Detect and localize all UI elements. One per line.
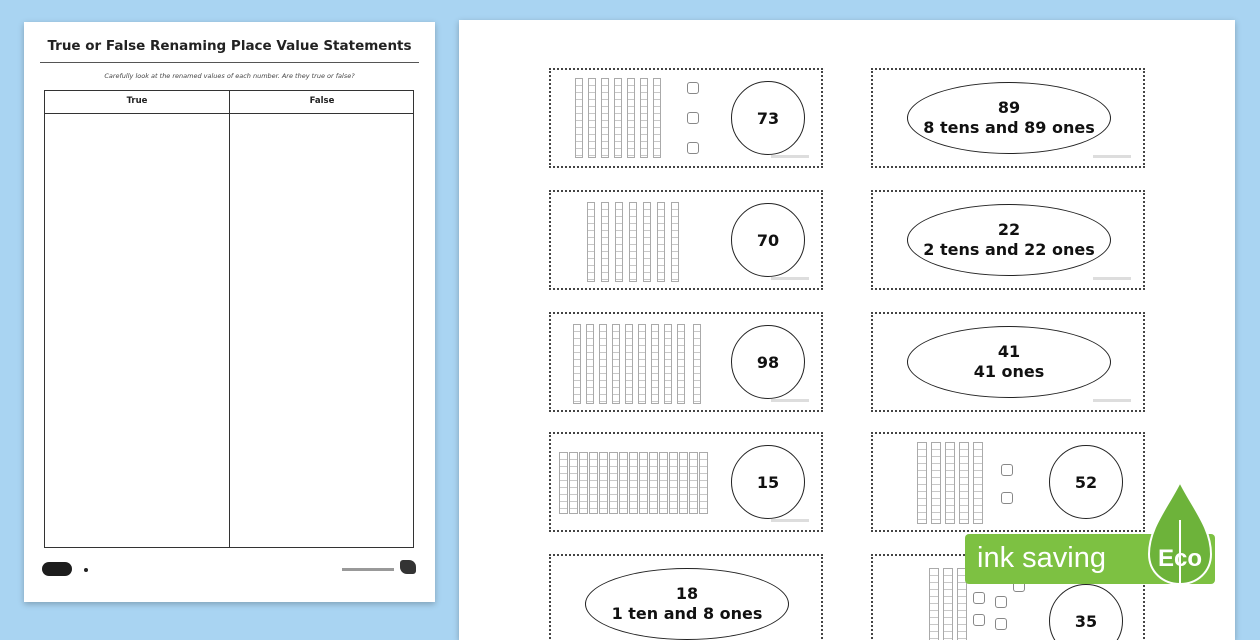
ten-rod (929, 568, 939, 640)
ten-rod (671, 202, 679, 282)
eco-ink-saving-badge (965, 480, 1225, 620)
one-cube (1001, 464, 1013, 476)
ten-rod (917, 442, 927, 524)
ten-rod (588, 78, 596, 158)
ten-rod (657, 202, 665, 282)
title-divider (40, 62, 419, 63)
card-statement-18 (549, 554, 823, 640)
statement-ellipse (585, 568, 789, 640)
ten-rod (599, 324, 607, 404)
ten-rod (689, 452, 698, 514)
ten-rod (931, 442, 941, 524)
number-circle: 15 (731, 445, 805, 519)
ten-rod (625, 324, 633, 404)
ten-rod (639, 452, 648, 514)
card-blocks-73 (549, 68, 823, 168)
ten-rod (559, 452, 568, 514)
statement-number: 18 (675, 584, 699, 603)
ten-rod (640, 78, 648, 158)
statement-renamed: 1 ten and 8 ones (611, 604, 763, 623)
ten-rod (629, 202, 637, 282)
card-statement-89 (871, 68, 1145, 168)
card-url (771, 519, 809, 522)
statement-number: 89 (997, 98, 1021, 117)
ten-rod (651, 324, 659, 404)
card-url (771, 277, 809, 280)
card-url (1093, 277, 1131, 280)
card-url (1093, 155, 1131, 158)
ten-rod (649, 452, 658, 514)
ten-rod (575, 78, 583, 158)
number-circle: 70 (731, 203, 805, 277)
ten-rod (601, 202, 609, 282)
statement-renamed: 2 tens and 22 ones (923, 240, 1095, 259)
ten-rod (945, 442, 955, 524)
card-url (1093, 399, 1131, 402)
ten-rod (627, 78, 635, 158)
ten-rod (669, 452, 678, 514)
ten-rod (638, 324, 646, 404)
ten-rod (601, 78, 609, 158)
statement-number: 41 (997, 342, 1021, 361)
ten-rod (612, 324, 620, 404)
statement-ellipse (907, 326, 1111, 398)
statement-ellipse (907, 82, 1111, 154)
ten-rod (619, 452, 628, 514)
ten-rod (699, 452, 708, 514)
number-circle: 98 (731, 325, 805, 399)
number-circle: 73 (731, 81, 805, 155)
number-circle: 52 (1049, 445, 1123, 519)
ten-rod (943, 568, 953, 640)
worksheet-instructions: Carefully look at the renamed values of each number. Are they true or false? (104, 72, 355, 80)
ten-rod (653, 78, 661, 158)
footer-url (342, 568, 394, 571)
publisher-logo-icon (42, 562, 72, 576)
statement-ellipse (907, 204, 1111, 276)
ten-rod (586, 324, 594, 404)
eco-badge-label: ink saving (977, 542, 1106, 574)
footer-dot (84, 568, 88, 572)
one-cube (687, 112, 699, 124)
number-circle: 35 (1049, 584, 1123, 640)
worksheet-title: True or False Renaming Place Value Statements (47, 38, 412, 54)
ten-rod (569, 452, 578, 514)
ten-rod (579, 452, 588, 514)
ten-rod (643, 202, 651, 282)
ten-rod (573, 324, 581, 404)
card-statement-22 (871, 190, 1145, 290)
card-statement-41 (871, 312, 1145, 412)
ten-rod (659, 452, 668, 514)
card-url (771, 399, 809, 402)
worksheet-page (24, 22, 435, 602)
statement-renamed: 41 ones (973, 362, 1045, 381)
ten-rod (693, 324, 701, 404)
ten-rod (587, 202, 595, 282)
ten-rod (589, 452, 598, 514)
column-divider (229, 91, 230, 547)
ten-rod (629, 452, 638, 514)
one-cube (687, 82, 699, 94)
eco-badge-word: Eco (1157, 545, 1202, 572)
column-header-true: True (126, 96, 148, 106)
column-header-false: False (309, 96, 335, 106)
brand-mark-icon (400, 560, 416, 574)
ten-rod (599, 452, 608, 514)
card-blocks-70 (549, 190, 823, 290)
ten-rod (679, 452, 688, 514)
card-url (771, 155, 809, 158)
ten-rod (677, 324, 685, 404)
ten-rod (614, 78, 622, 158)
statement-renamed: 8 tens and 89 ones (923, 118, 1095, 137)
sorting-table (44, 90, 414, 548)
statement-number: 22 (997, 220, 1021, 239)
card-blocks-15 (549, 432, 823, 532)
ten-rod (609, 452, 618, 514)
card-blocks-98 (549, 312, 823, 412)
one-cube (687, 142, 699, 154)
ten-rod (615, 202, 623, 282)
ten-rod (664, 324, 672, 404)
